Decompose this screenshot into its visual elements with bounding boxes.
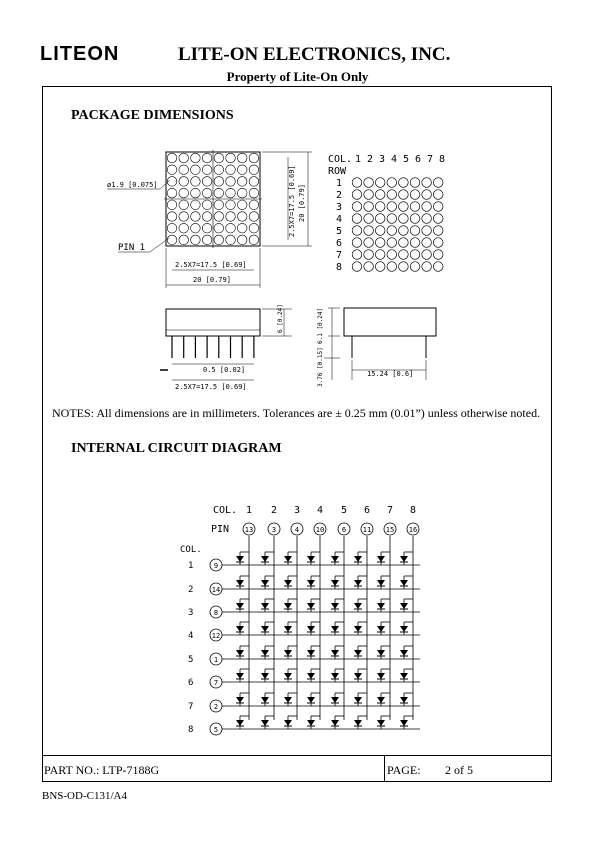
pin-map-dot (422, 250, 432, 260)
pin-map-dot (364, 190, 374, 200)
pin-map-dot (375, 178, 385, 188)
pin-map-dot (364, 214, 374, 224)
circuit-row-pin-number: 5 (213, 726, 219, 734)
led-diode (400, 580, 408, 586)
pin-map-dot (433, 250, 443, 260)
pin-map-row-label: ROW (328, 166, 347, 177)
pin-map-dot (399, 178, 409, 188)
pin-map-dot (433, 214, 443, 224)
matrix-dot (249, 235, 259, 245)
circuit-col-pin-number: 13 (244, 526, 254, 534)
led-diode (307, 673, 315, 679)
pin-map-dot (352, 202, 362, 212)
led-diode (331, 626, 339, 632)
pin-map-dot (387, 202, 397, 212)
pin-map-dot (375, 226, 385, 236)
matrix-dot (202, 235, 212, 245)
matrix-dot (167, 235, 177, 245)
pin-map-col-label: COL. (328, 154, 353, 165)
pin-map-dot (399, 226, 409, 236)
matrix-dot (179, 235, 189, 245)
matrix-dot (214, 200, 224, 210)
pin-map-dot (387, 262, 397, 272)
matrix-dot (179, 212, 189, 222)
circuit-pin-label: PIN (211, 524, 230, 535)
circuit-row-number: 8 (188, 725, 194, 735)
circuit-row-number: 2 (188, 585, 194, 595)
matrix-dot (214, 235, 224, 245)
led-diode (354, 626, 362, 632)
pin-map-dot (375, 238, 385, 248)
pin-map-dot (410, 190, 420, 200)
pin-map-dot (352, 238, 362, 248)
led-diode (400, 603, 408, 609)
pin-map-dot (375, 202, 385, 212)
led-diode (284, 673, 292, 679)
matrix-dot (226, 200, 236, 210)
led-diode (261, 673, 269, 679)
matrix-dot (202, 165, 212, 175)
matrix-dot (202, 212, 212, 222)
circuit-diagram-title: INTERNAL CIRCUIT DIAGRAM (71, 441, 282, 456)
led-diode (284, 626, 292, 632)
pin-map-dot (352, 250, 362, 260)
matrix-dot (202, 223, 212, 233)
circuit-col-pin-number: 10 (315, 526, 325, 534)
matrix-dot (214, 177, 224, 187)
matrix-dot (214, 188, 224, 198)
page-label: PAGE: (387, 763, 421, 777)
matrix-dot (191, 223, 201, 233)
liteon-logo: LITEON (40, 43, 120, 65)
pin-map-dot (375, 250, 385, 260)
pin-map-dot (422, 190, 432, 200)
led-diode (236, 697, 244, 703)
matrix-dot (237, 153, 247, 163)
led-diode (400, 697, 408, 703)
matrix-dot (249, 223, 259, 233)
pin-map-dot (410, 250, 420, 260)
pin-map-dot (364, 238, 374, 248)
pin-map-dot (364, 262, 374, 272)
end-width-dim: 15.24 [0.6] (367, 370, 414, 378)
page-number: 2 of 5 (445, 763, 473, 777)
pin-map-dot (410, 226, 420, 236)
side-pin-pitch-dim: 2.5X7=17.5 [0.69] (175, 383, 247, 391)
pin-map-dot (399, 250, 409, 260)
matrix-dot (237, 200, 247, 210)
circuit-col-pin-number: 3 (271, 526, 277, 534)
led-diode (261, 626, 269, 632)
matrix-dot (179, 177, 189, 187)
led-diode (331, 650, 339, 656)
pin-map-row-number: 3 (336, 202, 343, 213)
body-height-dim: 6 [0.24] (277, 304, 284, 333)
led-diode (331, 720, 339, 726)
matrix-dot (249, 177, 259, 187)
pin-map-dot (422, 226, 432, 236)
front-view (107, 150, 312, 288)
circuit-row-number: 3 (188, 608, 194, 618)
circuit-col-number: 4 (317, 505, 324, 516)
matrix-dot (249, 165, 259, 175)
led-diode (261, 697, 269, 703)
matrix-dot (191, 165, 201, 175)
led-diode (377, 673, 385, 679)
matrix-dot (179, 223, 189, 233)
matrix-dot (237, 177, 247, 187)
pin-map-col-number: 7 (427, 154, 434, 165)
matrix-dot (237, 223, 247, 233)
circuit-row-number: 6 (188, 678, 194, 688)
pin-map-dot (364, 226, 374, 236)
circuit-row-pin-number: 7 (213, 679, 219, 687)
led-diode (400, 626, 408, 632)
led-diode (261, 720, 269, 726)
matrix-dot (191, 235, 201, 245)
matrix-dot (179, 165, 189, 175)
led-diode (354, 673, 362, 679)
circuit-col-number: 6 (364, 505, 371, 516)
pin-map-dot (433, 226, 443, 236)
pin-map-row-number: 6 (336, 238, 343, 249)
matrix-dot (214, 153, 224, 163)
pin-map-dot (352, 214, 362, 224)
circuit-row-pin-number: 14 (211, 586, 221, 594)
matrix-dot (214, 212, 224, 222)
matrix-dot (237, 235, 247, 245)
pin-map-dot (433, 262, 443, 272)
pin1-label: PIN 1 (118, 243, 146, 253)
pin-map-dot (375, 214, 385, 224)
pin-map-dot (410, 214, 420, 224)
pin-map-dot (422, 202, 432, 212)
circuit-col-number: 2 (271, 505, 278, 516)
matrix-dot (202, 188, 212, 198)
pin-map-row-number: 2 (336, 190, 343, 201)
property-notice: Property of Lite-On Only (226, 69, 369, 84)
dot-diameter-dim: ø1.9 [0.075] (107, 181, 158, 189)
pin-map-row-number: 1 (336, 178, 343, 189)
pin-map-row-number: 4 (336, 214, 343, 225)
led-diode (236, 626, 244, 632)
height-total-dim: 20 [0.79] (298, 184, 306, 222)
pin-map-col-number: 4 (391, 154, 398, 165)
pin-map-dot (399, 190, 409, 200)
led-diode (236, 720, 244, 726)
body-depth-dim: 6.1 [0.24] (317, 307, 324, 344)
matrix-dot (226, 188, 236, 198)
led-diode (377, 626, 385, 632)
led-diode (354, 720, 362, 726)
pin-map-col-number: 6 (415, 154, 422, 165)
pin-map-dot (433, 202, 443, 212)
pin-map-col-number: 5 (403, 154, 410, 165)
led-diode (377, 603, 385, 609)
led-diode (307, 720, 315, 726)
circuit-row-number: 4 (188, 631, 194, 641)
pin-map-dot (399, 238, 409, 248)
height-pitch-dim: 2.5X7=17.5 [0.69] (288, 165, 296, 237)
pin-map-dot (352, 190, 362, 200)
led-diode (307, 556, 315, 562)
pin-map-dot (364, 250, 374, 260)
matrix-dot (191, 188, 201, 198)
matrix-dot (167, 200, 177, 210)
circuit-diagram (180, 505, 420, 735)
matrix-dot (214, 223, 224, 233)
pin-map-dot (422, 238, 432, 248)
circuit-col-pin-number: 4 (294, 526, 300, 534)
pin-map-dot (387, 190, 397, 200)
led-diode (284, 580, 292, 586)
matrix-dot (249, 188, 259, 198)
pin-map-col-number: 2 (367, 154, 374, 165)
circuit-row-number: 1 (188, 561, 194, 571)
led-diode (354, 650, 362, 656)
matrix-dot (249, 153, 259, 163)
led-diode (307, 697, 315, 703)
led-diode (354, 580, 362, 586)
matrix-dot (249, 212, 259, 222)
company-name: LITE-ON ELECTRONICS, INC. (178, 44, 451, 65)
width-pitch-dim: 2.5X7=17.5 [0.69] (175, 261, 247, 269)
package-dimensions-title: PACKAGE DIMENSIONS (71, 108, 234, 123)
circuit-row-label: COL. (180, 545, 202, 555)
led-diode (400, 650, 408, 656)
matrix-dot (237, 212, 247, 222)
circuit-col-number: 7 (387, 505, 394, 516)
led-diode (284, 720, 292, 726)
circuit-row-pin-number: 12 (211, 632, 221, 640)
led-diode (331, 580, 339, 586)
led-diode (261, 603, 269, 609)
pin-map-dot (422, 262, 432, 272)
pin-length-dim: 3.76 [0.15] (317, 347, 324, 387)
circuit-row-pin-number: 2 (213, 703, 219, 711)
pin-diameter-dim: 0.5 [0.02] (203, 366, 246, 374)
matrix-dot (191, 212, 201, 222)
matrix-dot (191, 177, 201, 187)
pin-map-dot (352, 262, 362, 272)
led-diode (261, 580, 269, 586)
matrix-dot (202, 177, 212, 187)
circuit-col-pin-number: 15 (385, 526, 395, 534)
led-diode (377, 556, 385, 562)
led-diode (377, 697, 385, 703)
matrix-dot (226, 235, 236, 245)
matrix-dot (226, 223, 236, 233)
circuit-col-number: 3 (294, 505, 301, 516)
circuit-row-pin-number: 8 (213, 609, 219, 617)
pin-map-col-number: 1 (355, 154, 362, 165)
pin-map-dot (399, 262, 409, 272)
led-diode (261, 556, 269, 562)
led-diode (284, 556, 292, 562)
led-diode (331, 603, 339, 609)
led-diode (307, 650, 315, 656)
pin-map-row-number: 5 (336, 226, 343, 237)
pin-map-dot (387, 226, 397, 236)
end-view (317, 308, 436, 387)
circuit-col-label: COL. (213, 505, 238, 516)
led-diode (236, 580, 244, 586)
matrix-dot (167, 223, 177, 233)
pin-map-row-number: 8 (336, 262, 343, 273)
matrix-dot (214, 165, 224, 175)
led-diode (307, 603, 315, 609)
led-diode (377, 650, 385, 656)
matrix-dot (179, 200, 189, 210)
part-number: PART NO.: LTP-7188G (44, 763, 160, 777)
matrix-dot (202, 153, 212, 163)
led-diode (400, 556, 408, 562)
pin-map-dot (375, 190, 385, 200)
led-diode (400, 720, 408, 726)
matrix-dot (226, 212, 236, 222)
pin-map-dot (410, 262, 420, 272)
circuit-col-pin-number: 16 (408, 526, 418, 534)
matrix-dot (167, 212, 177, 222)
led-diode (377, 720, 385, 726)
led-diode (400, 673, 408, 679)
matrix-dot (237, 165, 247, 175)
pin-map-dot (410, 178, 420, 188)
matrix-dot (191, 200, 201, 210)
pin-map-col-number: 3 (379, 154, 386, 165)
circuit-col-number: 8 (410, 505, 417, 516)
circuit-row-pin-number: 9 (213, 562, 219, 570)
notes-text: NOTES: All dimensions are in millimeters. Tolerances are ± 0.25 mm (0.01”) unless otherwise noted. (52, 406, 541, 420)
pin-map-dot (387, 178, 397, 188)
pin-map-dot (433, 238, 443, 248)
matrix-dot (226, 165, 236, 175)
circuit-row-number: 5 (188, 655, 194, 665)
pin-map-dot (364, 178, 374, 188)
matrix-dot (167, 153, 177, 163)
led-diode (284, 697, 292, 703)
matrix-dot (249, 200, 259, 210)
pin-map-row-number: 7 (336, 250, 343, 261)
led-diode (236, 650, 244, 656)
matrix-dot (237, 188, 247, 198)
led-diode (236, 603, 244, 609)
led-diode (261, 650, 269, 656)
pin-map-dot (375, 262, 385, 272)
pin-map-dot (364, 202, 374, 212)
circuit-col-number: 1 (246, 505, 253, 516)
led-diode (331, 673, 339, 679)
pin-map-dot (387, 250, 397, 260)
pin-map-dot (433, 190, 443, 200)
led-diode (307, 580, 315, 586)
matrix-dot (179, 153, 189, 163)
led-diode (331, 697, 339, 703)
circuit-row-pin-number: 1 (213, 656, 219, 664)
pin-map-dot (410, 202, 420, 212)
led-diode (236, 556, 244, 562)
led-diode (377, 580, 385, 586)
pin-map-dot (399, 202, 409, 212)
pin-map-dot (422, 178, 432, 188)
led-diode (307, 626, 315, 632)
pin-map-col-number: 8 (439, 154, 446, 165)
pin-map-dot (433, 178, 443, 188)
matrix-dot (202, 200, 212, 210)
circuit-col-pin-number: 6 (341, 526, 347, 534)
matrix-dot (191, 153, 201, 163)
document-number: BNS-OD-C131/A4 (42, 790, 127, 802)
circuit-col-pin-number: 11 (362, 526, 372, 534)
pin-map-dot (387, 214, 397, 224)
circuit-row-number: 7 (188, 702, 194, 712)
led-diode (236, 673, 244, 679)
pin-map-dot (422, 214, 432, 224)
side-view (160, 304, 292, 391)
pin-map-dot (352, 178, 362, 188)
matrix-dot (179, 188, 189, 198)
circuit-col-number: 5 (341, 505, 348, 516)
pin-map-dot (387, 238, 397, 248)
pin-map-dot (352, 226, 362, 236)
matrix-dot (167, 165, 177, 175)
led-diode (284, 603, 292, 609)
pin-map (328, 154, 445, 273)
width-total-dim: 20 [0.79] (193, 276, 231, 284)
led-diode (284, 650, 292, 656)
matrix-dot (226, 153, 236, 163)
led-diode (331, 556, 339, 562)
led-diode (354, 697, 362, 703)
led-diode (354, 556, 362, 562)
matrix-dot (167, 188, 177, 198)
pin-map-dot (410, 238, 420, 248)
pin-map-dot (399, 214, 409, 224)
matrix-dot (226, 177, 236, 187)
led-diode (354, 603, 362, 609)
